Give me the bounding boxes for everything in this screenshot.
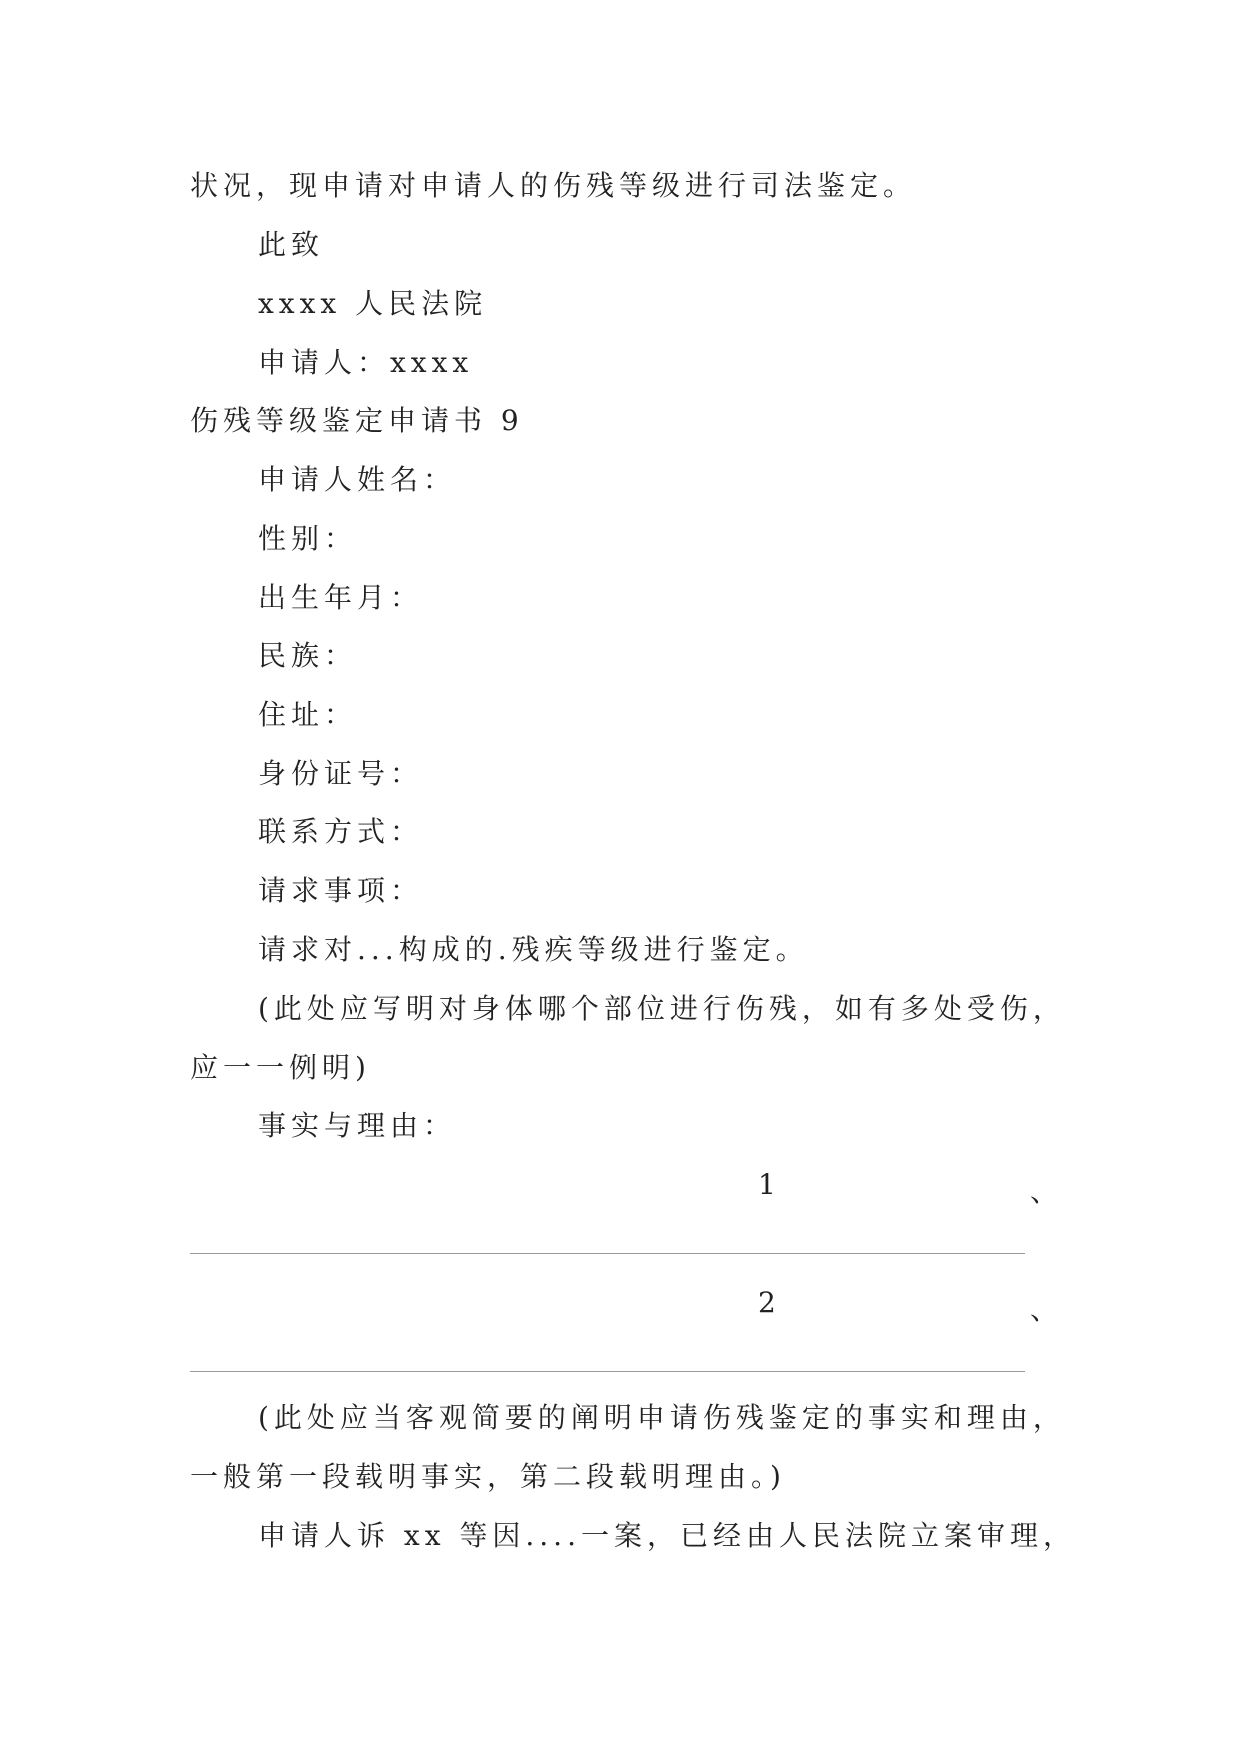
text-line: 请求对...构成的.残疾等级进行鉴定。 — [258, 933, 809, 966]
blank-item-number: 1 — [758, 1168, 781, 1201]
text-line: 此致 — [258, 228, 325, 261]
blank-item-mark: 、 — [1030, 1293, 1064, 1326]
text-line: 住址： — [258, 698, 358, 731]
text-line: xxxx 人民法院 — [258, 287, 488, 320]
text-line: 出生年月： — [258, 581, 424, 614]
text-line: 身份证号： — [258, 757, 424, 790]
document-title: 伤残等级鉴定申请书 9 — [190, 404, 524, 437]
text-line: 民族： — [258, 639, 358, 672]
text-line: (此处应写明对身体哪个部位进行伤残，如有多处受伤， — [258, 992, 1066, 1025]
blank-item-number: 2 — [758, 1286, 781, 1319]
text-line: 联系方式： — [258, 815, 424, 848]
text-line: 事实与理由： — [258, 1109, 457, 1142]
text-line: 性别： — [258, 522, 358, 555]
text-line: 状况，现申请对申请人的伤残等级进行司法鉴定。 — [190, 169, 917, 202]
text-line: 应一一例明) — [190, 1051, 371, 1084]
text-line: 申请人：xxxx — [258, 346, 474, 379]
blank-line — [190, 1253, 1025, 1254]
text-line: 申请人诉 xx 等因....一案，已经由人民法院立案审理， — [258, 1519, 1076, 1552]
blank-item-mark: 、 — [1030, 1175, 1064, 1208]
text-line: 一般第一段载明事实，第二段载明理由。) — [190, 1460, 786, 1493]
text-line: 申请人姓名： — [258, 463, 457, 496]
text-line: (此处应当客观简要的阐明申请伤残鉴定的事实和理由， — [258, 1401, 1066, 1434]
text-line: 请求事项： — [258, 874, 424, 907]
blank-line — [190, 1371, 1025, 1372]
